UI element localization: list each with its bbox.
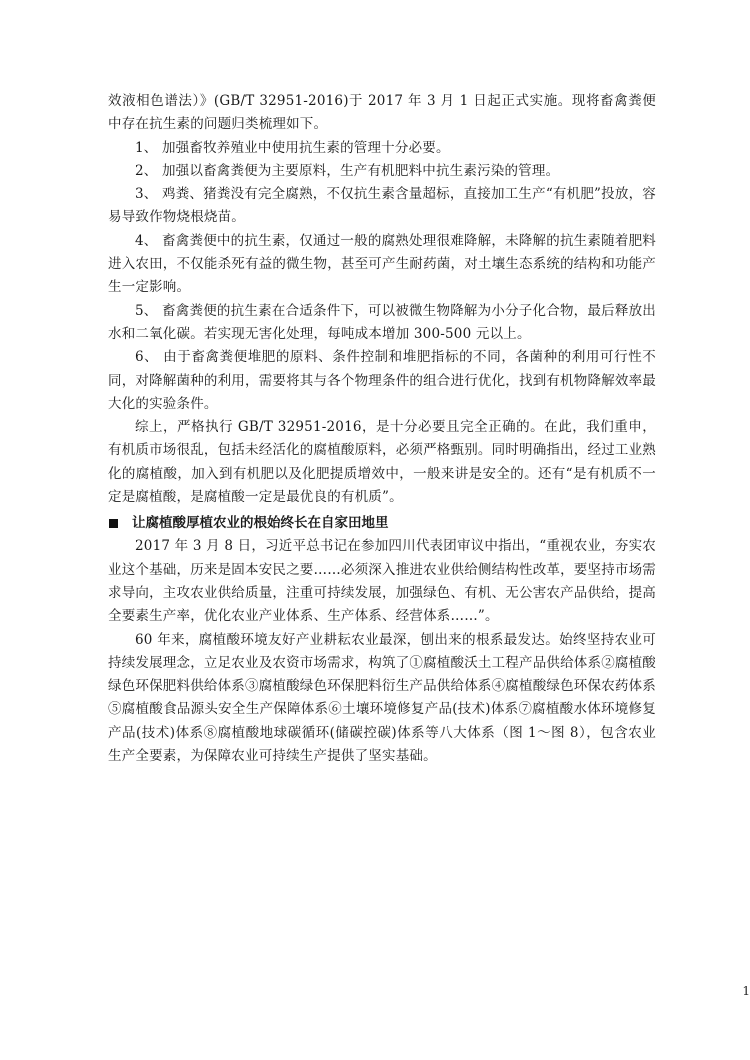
list-item-6: 6、 由于畜禽粪便堆肥的原料、条件控制和堆肥指标的不同，各菌种的利用可行性不同，对降解菌种的利用，需要将其与各个物理条件的组合进行优化，找到有机物降解效率最大化的实验条件。 bbox=[108, 349, 656, 412]
list-item-4: 4、 畜禽粪便中的抗生素，仅通过一般的腐熟处理很难降解，未降解的抗生素随着肥料进入农田，不仅能杀死有益的微生物，甚至可产生耐药菌，对土壤生态系统的结构和功能产生一定影响。 bbox=[108, 232, 656, 296]
list-item-3: 3、 鸡粪、猪粪没有完全腐熟，不仅抗生素含量超标，直接加工生产“有机肥”投放，容易导致作物烧根烧苗。 bbox=[108, 186, 656, 226]
square-bullet-icon bbox=[109, 519, 118, 528]
section-heading-text: 让腐植酸厚植农业的根始终长在自家田地里 bbox=[132, 515, 389, 532]
section-heading bbox=[108, 511, 656, 535]
list-item-1: 1、 加强畜牧养殖业中使用抗生素的管理十分必要。 bbox=[135, 139, 450, 156]
paragraph-0: 效液相色谱法）》(GB/T 32951-2016)于 2017 年 3 月 1 日起正式实施。现将畜禽粪便中存在抗生素的问题归类梳理如下。 bbox=[108, 93, 656, 133]
systems-paragraph: 60 年来，腐植酸环境友好产业耕耘农业最深，刨出来的根系最发达。始终坚持农业可持续发展理念，立足农业及农资市场需求，构筑了①腐植酸沃土工程产品供给体系②腐植酸绿色环保肥料供给体系③腐植酸绿色环保肥料衍生产品供给体系④腐植酸绿色环保农药体系⑤腐植酸食品源头安全生产保障体系⑥土壤环境修复产品(技术)体系⑦腐植酸水体环境修复产品(技术)体系⑧腐植酸地球碳循环(储碳控碳)体系等八大体系（图 1～图 8），包含农业生产全要素，为保障农业可持续生产提供了坚实基础。 bbox=[108, 631, 656, 765]
list-item-2: 2、 加强以畜禽粪便为主要原料，生产有机肥料中抗生素污染的管理。 bbox=[135, 162, 560, 179]
list-item-5: 5、 畜禽粪便的抗生素在合适条件下，可以被微生物降解为小分子化合物，最后释放出水和二氧化碳。若实现无害化处理，每吨成本增加 300-500 元以上。 bbox=[108, 302, 656, 342]
page-number: 1 bbox=[742, 984, 750, 998]
summary-paragraph: 综上，严格执行 GB/T 32951-2016，是十分必要且完全正确的。在此，我们重申，有机质市场很乱，包括未经活化的腐植酸原料，必须严格甄别。同时明确指出，经过工业熟化的腐植酸，加入到有机肥以及化肥提质增效中，一般来讲是安全的。还有“是有机质不一定是腐植酸，是腐植酸一定是最优良的有机质”。 bbox=[108, 419, 656, 506]
quote-paragraph: 2017 年 3 月 8 日，习近平总书记在参加四川代表团审议中指出，“重视农业，夯实农业这个基础，历来是固本安民之要……必须深入推进农业供给侧结构性改革，要坚持市场需求导向，主攻农业供给质量，注重可持续发展，加强绿色、有机、无公害农产品供给，提高全要素生产率，优化农业产业体系、生产体系、经营体系……”。 bbox=[108, 538, 656, 625]
document-page bbox=[108, 90, 656, 768]
